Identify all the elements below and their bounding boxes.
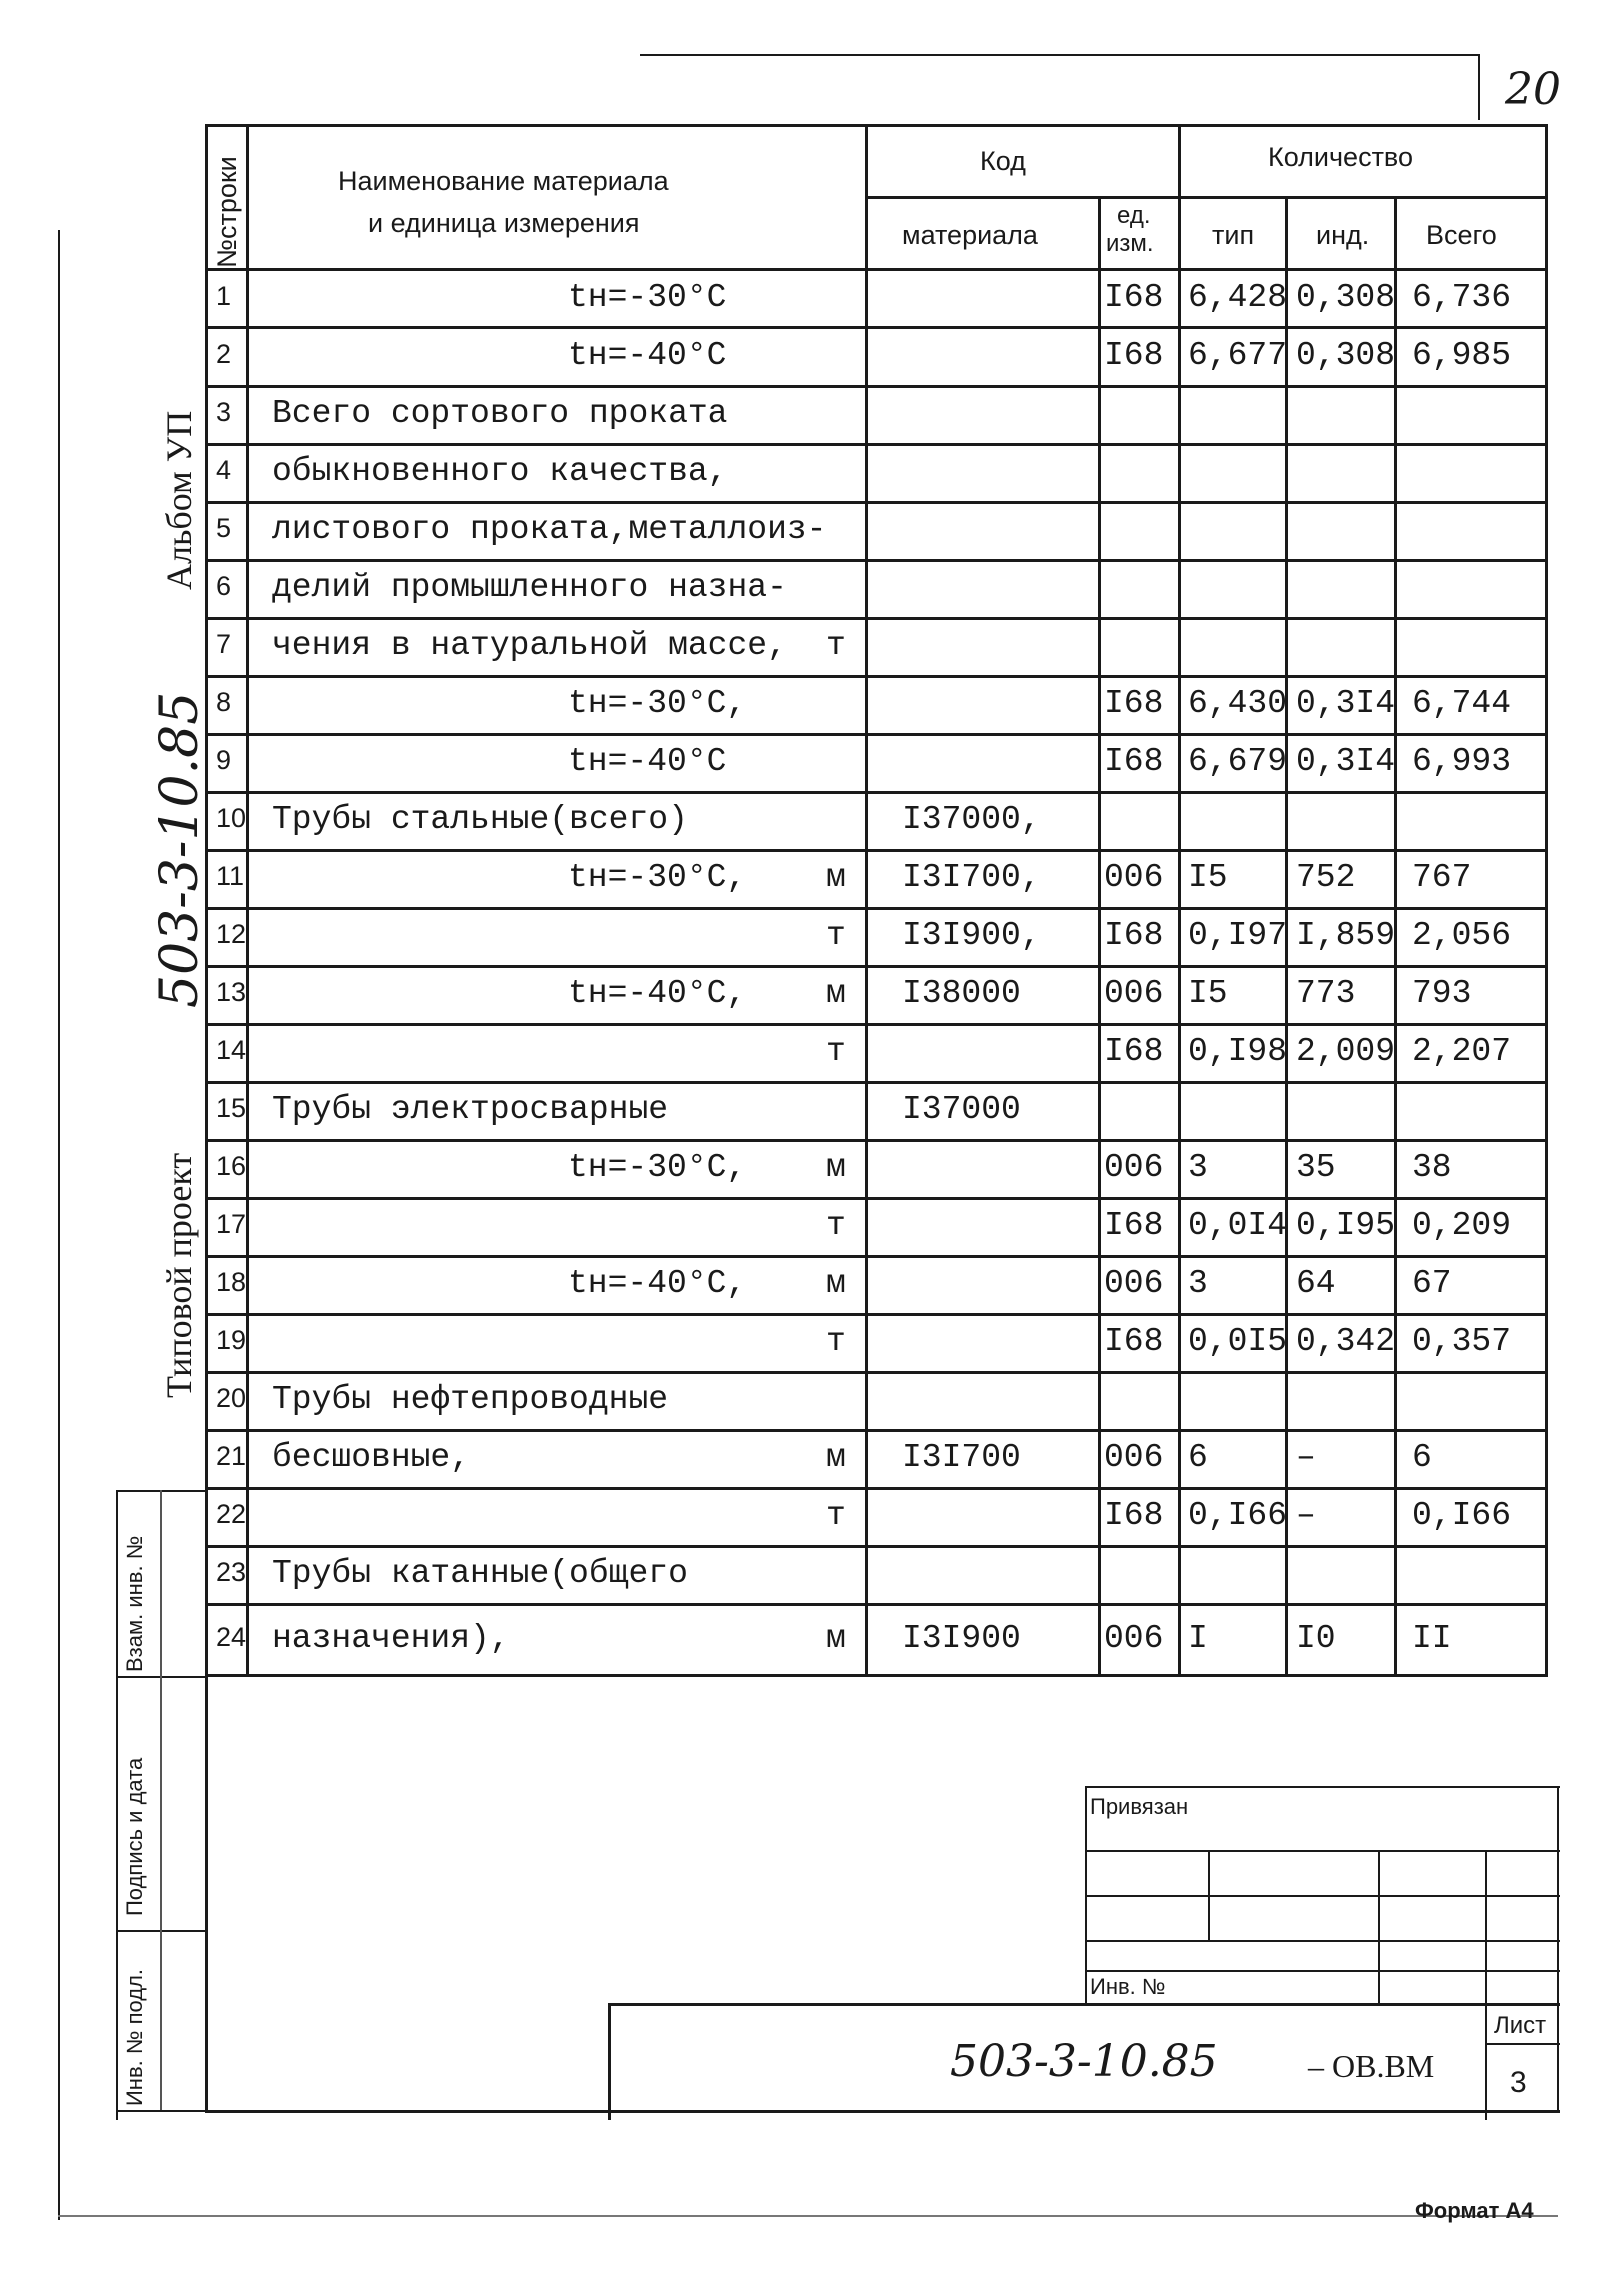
row-unit: м [826,1439,846,1476]
row-number: 3 [216,397,232,427]
row-unit-code: I68 [1104,1323,1164,1360]
row-ind: 35 [1296,1149,1336,1186]
row-number: 16 [216,1151,247,1181]
row-ind: – [1296,1497,1316,1534]
row-unit-code: 006 [1104,1265,1164,1302]
row-typ: 0,I98 [1188,1033,1288,1070]
row-name: делий промышленного назна- [272,569,787,606]
frame-bottom [58,2215,1558,2217]
header-name-line1: Наименование материала [338,166,669,196]
corner-box-line [1478,54,1480,120]
row-number: 2 [216,339,232,369]
row-name: tн=-30°С [568,279,727,316]
sheet-label: Лист [1494,2012,1547,2039]
row-name: tн=-40°С, [568,975,747,1012]
header-code: Код [980,146,1026,176]
row-name: tн=-30°С, [568,1149,747,1186]
row-ind: 0,3I4 [1296,685,1396,722]
row-total: 767 [1412,859,1472,896]
row-number: 19 [216,1325,247,1355]
row-name: Трубы нефтепроводные [272,1381,669,1418]
stamp-code-handwritten: 503-3-10.85 [950,2036,1218,2087]
row-unit-code: 006 [1104,859,1164,896]
signature-date-label: Подпись и дата [122,1757,147,1916]
stamp-code-suffix: – ОВ.ВМ [1308,2048,1435,2084]
row-code: I37000 [902,1091,1021,1128]
row-number: 13 [216,977,247,1007]
row-unit-code: I68 [1104,1207,1164,1244]
row-ind: 64 [1296,1265,1336,1302]
row-code: I3I900 [902,1620,1021,1657]
row-unit: м [826,1265,846,1302]
header-ind: инд. [1316,220,1370,250]
row-name: tн=-40°С [568,337,727,374]
row-number: 4 [216,455,232,485]
row-unit: т [826,1497,846,1534]
row-name: чения в натуральной массе, [272,627,787,664]
row-number: 11 [216,861,245,891]
row-typ: 6,679 [1188,743,1288,780]
row-code: I3I700 [902,1439,1021,1476]
row-name: tн=-40°С [568,743,727,780]
project-code-margin: 503-3-10.85 [150,691,210,1008]
row-unit-code: I68 [1104,685,1164,722]
header-material: материала [902,220,1038,250]
format-label: Формат А4 [1415,2198,1534,2223]
row-total: 6,744 [1412,685,1512,722]
row-number: 15 [216,1093,247,1123]
row-ind: 2,009 [1296,1033,1396,1070]
row-name: tн=-30°С, [568,685,747,722]
row-total: 6 [1412,1439,1432,1476]
row-ind: 0,I95 [1296,1207,1396,1244]
row-name: листового проката,металлоиз- [272,511,827,548]
row-unit: м [826,1149,846,1186]
row-unit: т [826,627,846,664]
row-name: обыкновенного качества, [272,453,728,490]
row-unit-code: 006 [1104,1620,1164,1657]
row-ind: 0,342 [1296,1323,1396,1360]
row-unit: т [826,917,846,954]
typical-project-label: Типовой проект [159,1152,199,1398]
vzam-label: Взам. инв. № [122,1535,147,1672]
row-unit-code: I68 [1104,743,1164,780]
album-label: Альбом УП [159,410,199,590]
row-typ: 6,677 [1188,337,1288,374]
row-total: 793 [1412,975,1472,1012]
row-total: 38 [1412,1149,1452,1186]
row-typ: 0,0I5 [1188,1323,1288,1360]
row-number: 20 [216,1383,247,1413]
row-name: бесшовные, [272,1439,471,1476]
row-number: 5 [216,513,232,543]
row-name: Всего сортового проката [272,395,728,432]
row-code: I38000 [902,975,1021,1012]
row-number: 17 [216,1209,247,1239]
row-typ: 0,I97 [1188,917,1288,954]
row-name: tн=-30°С, [568,859,747,896]
row-ind: 0,308 [1296,279,1396,316]
row-typ: 6,430 [1188,685,1288,722]
row-ind: 773 [1296,975,1356,1012]
row-ind: – [1296,1439,1316,1476]
row-typ: 6,428 [1188,279,1288,316]
row-typ: 6 [1188,1439,1208,1476]
row-unit: т [826,1323,846,1360]
row-unit: т [826,1033,846,1070]
row-unit-code: 006 [1104,1149,1164,1186]
row-number: 12 [216,919,247,949]
frame-left [58,230,60,2220]
row-typ: 0,0I4 [1188,1207,1288,1244]
row-total: 6,993 [1412,743,1512,780]
row-unit: м [826,1620,846,1657]
row-code: I37000, [902,801,1041,838]
row-code: I3I900, [902,917,1041,954]
row-unit-code: 006 [1104,1439,1164,1476]
row-total: 6,985 [1412,337,1512,374]
row-number: 18 [216,1267,247,1297]
row-number: 1 [216,281,232,311]
row-unit: т [826,1207,846,1244]
row-typ: 0,I66 [1188,1497,1288,1534]
row-unit: м [826,859,846,896]
sheet-number: 3 [1510,2066,1527,2099]
inv-podl-label: Инв. № подл. [122,1968,147,2106]
row-code: I3I700, [902,859,1041,896]
row-typ: I [1188,1620,1208,1657]
row-total: 0,209 [1412,1207,1512,1244]
row-number: 14 [216,1035,247,1065]
row-number: 21 [216,1441,247,1471]
row-unit-code: I68 [1104,279,1164,316]
header-total: Всего [1426,220,1497,250]
row-name: Трубы катанные(общего [272,1555,688,1592]
top-rule [640,54,1480,56]
header-unit-l2: изм. [1106,230,1154,257]
row-number: 7 [216,629,232,659]
row-number: 22 [216,1499,247,1529]
row-name: Трубы стальные(всего) [272,801,688,838]
row-unit-code: I68 [1104,1497,1164,1534]
privyazan-label: Привязан [1090,1794,1189,1819]
inv-no-label: Инв. № [1090,1974,1166,1999]
row-number: 23 [216,1557,247,1587]
header-row-no: №строки [212,156,242,268]
row-total: 0,357 [1412,1323,1512,1360]
row-name: tн=-40°С, [568,1265,747,1302]
header-unit-l1: ед. [1117,202,1151,229]
row-total: 6,736 [1412,279,1512,316]
row-ind: 0,308 [1296,337,1396,374]
header-name-line2: и единица измерения [368,208,640,238]
row-total: 0,I66 [1412,1497,1512,1534]
row-ind: I0 [1296,1620,1336,1657]
row-number: 10 [216,803,247,833]
row-unit-code: I68 [1104,1033,1164,1070]
row-typ: I5 [1188,859,1228,896]
row-number: 6 [216,571,232,601]
row-total: 2,207 [1412,1033,1512,1070]
sheet-corner-number: 20 [1505,64,1561,115]
row-number: 8 [216,687,232,717]
row-unit: м [826,975,846,1012]
row-name: назначения), [272,1620,510,1657]
row-name: Трубы электросварные [272,1091,669,1128]
row-total: II [1412,1620,1452,1657]
row-ind: 0,3I4 [1296,743,1396,780]
row-number: 9 [216,745,232,775]
row-unit-code: 006 [1104,975,1164,1012]
row-total: 67 [1412,1265,1452,1302]
row-typ: 3 [1188,1265,1208,1302]
row-unit-code: I68 [1104,917,1164,954]
row-number: 24 [216,1622,247,1652]
row-typ: I5 [1188,975,1228,1012]
row-unit-code: I68 [1104,337,1164,374]
header-typ: тип [1212,220,1255,250]
header-quantity: Количество [1268,142,1413,172]
row-typ: 3 [1188,1149,1208,1186]
row-total: 2,056 [1412,917,1512,954]
row-ind: 752 [1296,859,1356,896]
row-ind: I,859 [1296,917,1396,954]
